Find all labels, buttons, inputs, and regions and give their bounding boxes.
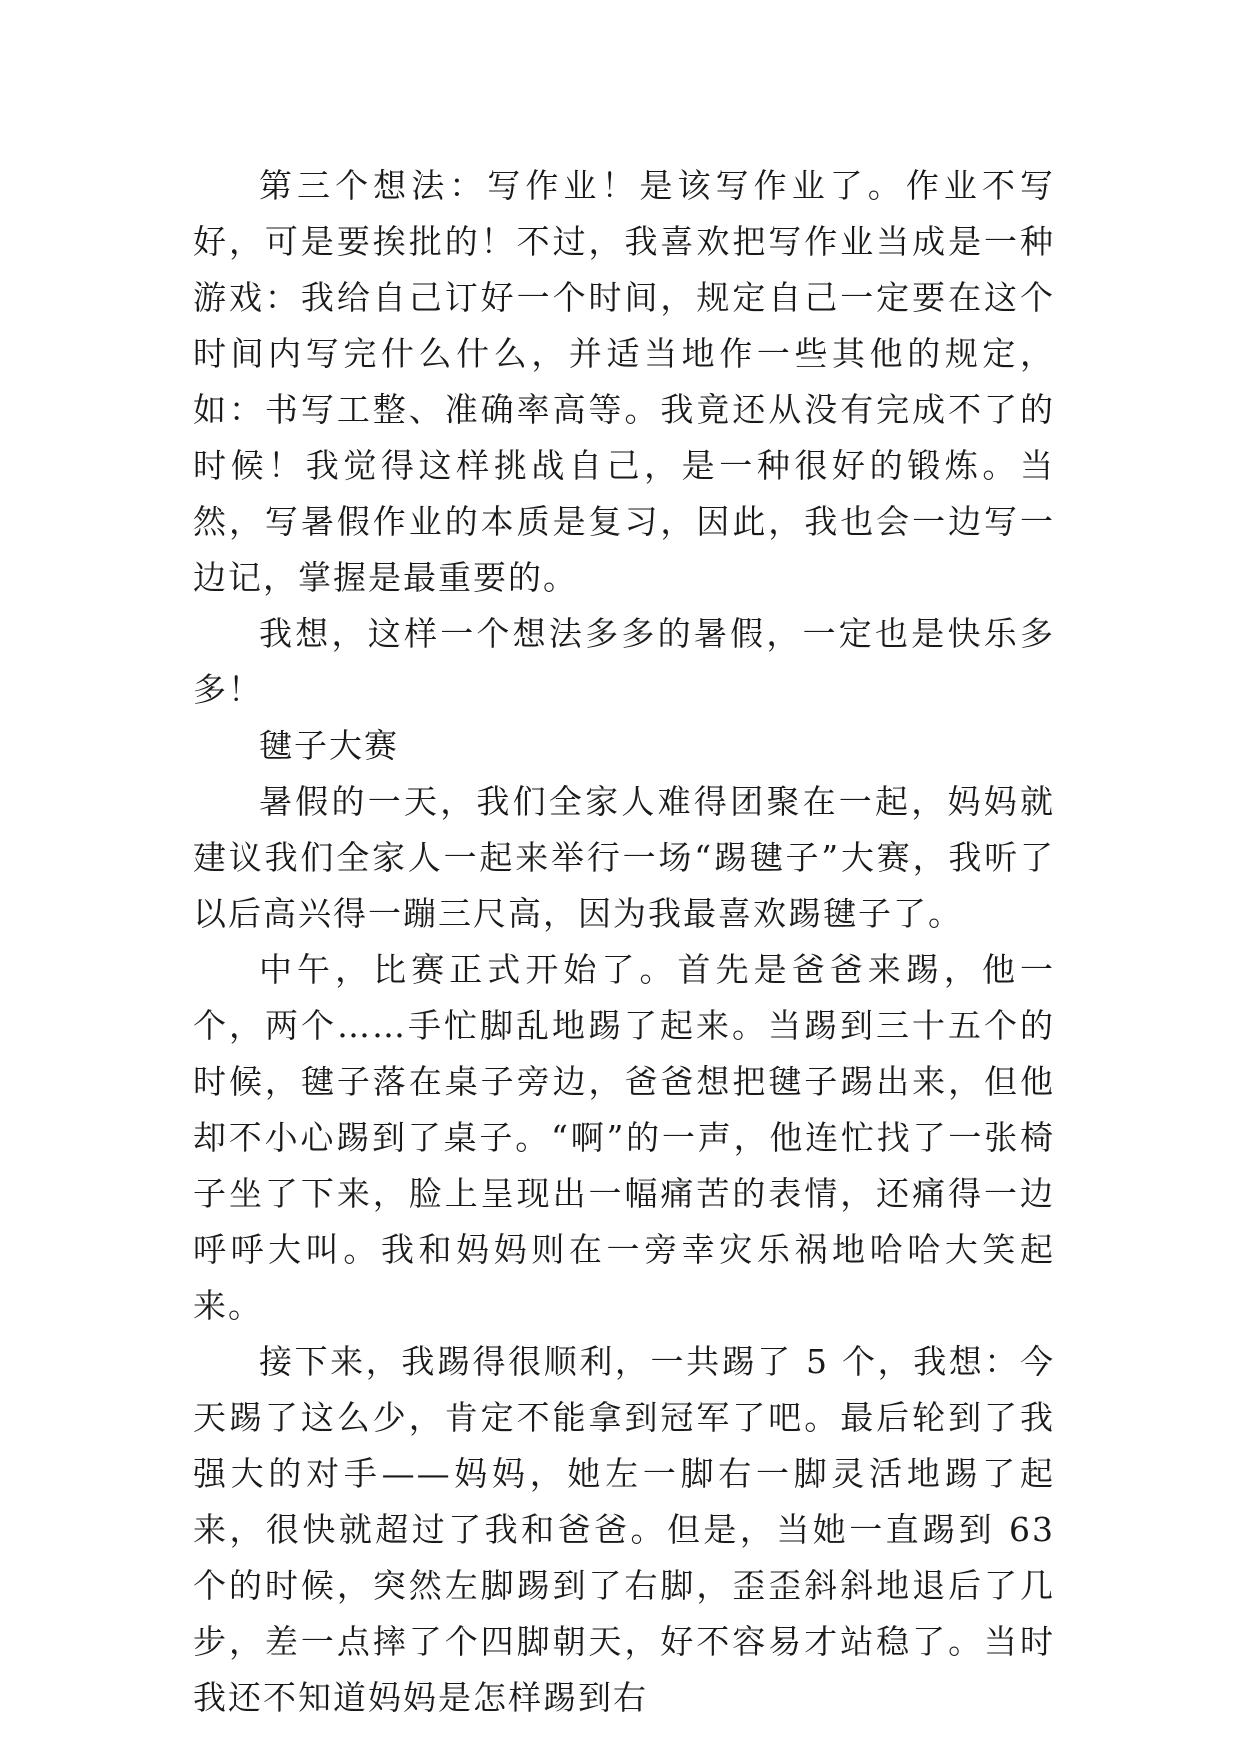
paragraph-summer-conclusion: 我想，这样一个想法多多的暑假，一定也是快乐多多！ (193, 614, 1055, 709)
paragraph-mother-turn: 接下来，我踢得很顺利，一共踢了 5 个，我想：今天踢了这么少，肯定不能拿到冠军了吧。最后轮到了我强大的对手——妈妈，她左一脚右一脚灵活地踢了起来，很快就超过了我和爸爸。但是，当她一直踢到 63 个的时候，突然左脚踢到了右脚，歪歪斜斜地退后了几步，差一点摔了个四脚朝天，好不容易才站稳了。当时我还不知道妈妈是怎样踢到右 (193, 1342, 1055, 1717)
section-title: 毽子大赛 (259, 726, 399, 765)
paragraph-family-gathering: 暑假的一天，我们全家人难得团聚在一起，妈妈就建议我们全家人一起来举行一场“踢毽子”大赛，我听了以后高兴得一蹦三尺高，因为我最喜欢踢毽子了。 (193, 782, 1055, 933)
document-body (193, 158, 1055, 1726)
paragraph-father-turn: 中午，比赛正式开始了。首先是爸爸来踢，他一个，两个……手忙脚乱地踢了起来。当踢到三十五个的时候，毽子落在桌子旁边，爸爸想把毽子踢出来，但他却不小心踢到了桌子。“啊”的一声，他连忙找了一张椅子坐了下来，脸上呈现出一幅痛苦的表情，还痛得一边呼呼大叫。我和妈妈则在一旁幸灾乐祸地哈哈大笑起来。 (193, 950, 1055, 1325)
paragraph-third-idea: 第三个想法：写作业！是该写作业了。作业不写好，可是要挨批的！不过，我喜欢把写作业当成是一种游戏：我给自己订好一个时间，规定自己一定要在这个时间内写完什么什么，并适当地作一些其他的规定，如：书写工整、准确率高等。我竟还从没有完成不了的时候！我觉得这样挑战自己，是一种很好的锻炼。当然，写暑假作业的本质是复习，因此，我也会一边写一边记，掌握是最重要的。 (193, 166, 1055, 597)
